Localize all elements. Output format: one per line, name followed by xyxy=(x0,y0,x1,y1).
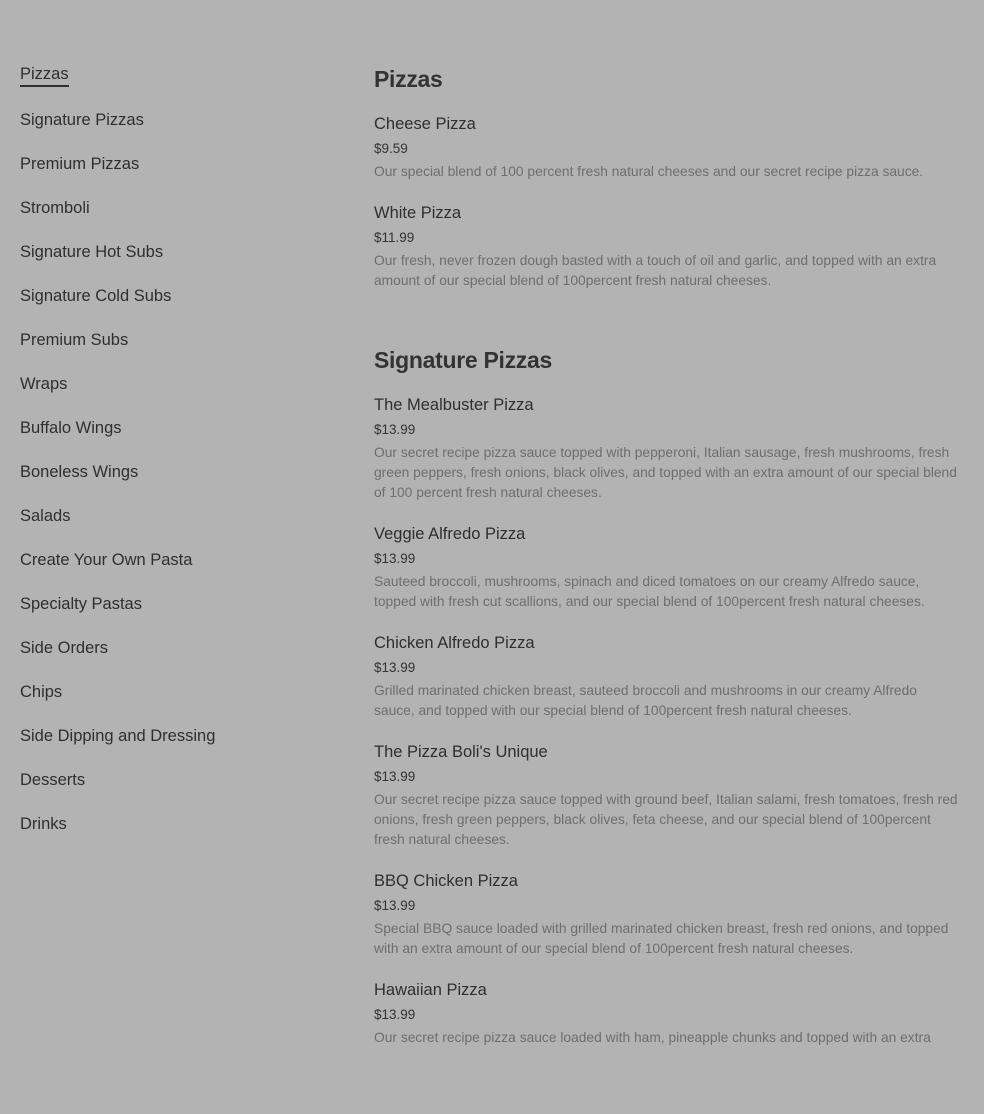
nav-item-label: Signature Pizzas xyxy=(20,111,144,129)
item-name: The Pizza Boli's Unique xyxy=(374,743,548,761)
nav-item-pizzas[interactable] xyxy=(20,60,320,106)
item-description: Sauteed broccoli, mushrooms, spinach and diced tomatoes on our creamy Alfredo sauce, topped with fresh cut scallions, and our special blend of 100percent fresh natural cheeses. xyxy=(374,574,925,609)
menu-item[interactable] xyxy=(374,979,959,1048)
nav-item-label: Wraps xyxy=(20,375,68,393)
nav-item-label: Side Dipping and Dressing xyxy=(20,727,216,745)
nav-item-label: Buffalo Wings xyxy=(20,419,122,437)
nav-item-signature-cold-subs[interactable] xyxy=(20,282,320,326)
item-description: Our special blend of 100 percent fresh natural cheeses and our secret recipe pizza sauce. xyxy=(374,164,924,179)
menu-item[interactable] xyxy=(374,870,959,959)
item-name: The Mealbuster Pizza xyxy=(374,396,534,414)
item-name: Veggie Alfredo Pizza xyxy=(374,525,526,543)
menu-section-pizzas xyxy=(374,62,959,291)
item-description: Grilled marinated chicken breast, sauteed broccoli and mushrooms in our creamy Alfredo sauce, and topped with our special blend of 100percent fresh natural cheeses. xyxy=(374,683,917,718)
menu-item[interactable] xyxy=(374,741,959,850)
item-name: White Pizza xyxy=(374,204,462,222)
item-name: BBQ Chicken Pizza xyxy=(374,872,518,890)
item-description: Our fresh, never frozen dough basted with a touch of oil and garlic, and topped with an extra amount of our special blend of 100percent fresh natural cheeses. xyxy=(374,253,937,288)
item-name: Chicken Alfredo Pizza xyxy=(374,634,535,652)
section-title: Signature Pizzas xyxy=(374,347,552,373)
nav-item-create-your-own-pasta[interactable] xyxy=(20,546,320,590)
item-price: $13.99 xyxy=(374,1007,416,1022)
nav-item-label: Chips xyxy=(20,683,63,701)
item-price: $13.99 xyxy=(374,898,416,913)
nav-item-side-orders[interactable] xyxy=(20,634,320,678)
nav-item-label: Salads xyxy=(20,507,71,525)
nav-item-specialty-pastas[interactable] xyxy=(20,590,320,634)
item-description: Special BBQ sauce loaded with grilled marinated chicken breast, fresh red onions, and topped with an extra amount of our special blend of 100percent fresh natural cheeses. xyxy=(374,921,949,956)
menu-section-signature-pizzas xyxy=(374,343,959,1048)
nav-item-label: Create Your Own Pasta xyxy=(20,551,193,569)
item-price: $11.99 xyxy=(374,230,415,245)
item-price: $13.99 xyxy=(374,660,416,675)
item-price: $13.99 xyxy=(374,422,416,437)
nav-item-signature-hot-subs[interactable] xyxy=(20,238,320,282)
nav-item-boneless-wings[interactable] xyxy=(20,458,320,502)
nav-item-premium-pizzas[interactable] xyxy=(20,150,320,194)
nav-item-side-dipping-and-dressing[interactable] xyxy=(20,722,320,766)
nav-item-chips[interactable] xyxy=(20,678,320,722)
item-price: $13.99 xyxy=(374,769,416,784)
category-nav xyxy=(20,60,320,854)
nav-item-label: Boneless Wings xyxy=(20,463,139,481)
nav-item-label: Signature Hot Subs xyxy=(20,243,164,261)
item-price: $13.99 xyxy=(374,551,416,566)
nav-item-label: Stromboli xyxy=(20,199,90,217)
nav-item-label: Premium Pizzas xyxy=(20,155,140,173)
menu-item[interactable] xyxy=(374,523,959,612)
menu-content xyxy=(374,62,959,1068)
nav-item-salads[interactable] xyxy=(20,502,320,546)
nav-item-wraps[interactable] xyxy=(20,370,320,414)
nav-item-premium-subs[interactable] xyxy=(20,326,320,370)
nav-item-label: Signature Cold Subs xyxy=(20,287,172,305)
item-name: Cheese Pizza xyxy=(374,115,476,133)
menu-item[interactable] xyxy=(374,632,959,721)
nav-item-label: Side Orders xyxy=(20,639,109,657)
nav-item-stromboli[interactable] xyxy=(20,194,320,238)
nav-item-label: Pizzas xyxy=(20,63,69,87)
item-description: Our secret recipe pizza sauce loaded with ham, pineapple chunks and topped with an extra xyxy=(374,1030,931,1045)
nav-item-buffalo-wings[interactable] xyxy=(20,414,320,458)
nav-item-label: Specialty Pastas xyxy=(20,595,142,613)
item-description: Our secret recipe pizza sauce topped with pepperoni, Italian sausage, fresh mushrooms, fresh green peppers, fresh onions, black olives, and topped with an extra amount of our special blend of 100 percent fresh natural cheeses. xyxy=(374,445,957,500)
nav-item-label: Premium Subs xyxy=(20,331,129,349)
item-name: Hawaiian Pizza xyxy=(374,981,487,999)
nav-item-drinks[interactable] xyxy=(20,810,320,854)
nav-item-label: Drinks xyxy=(20,815,67,833)
menu-item[interactable] xyxy=(374,394,959,503)
nav-item-desserts[interactable] xyxy=(20,766,320,810)
item-description: Our secret recipe pizza sauce topped with ground beef, Italian salami, fresh tomatoes, fresh red onions, fresh green peppers, black olives, feta cheese, and our special blend of 100percent fresh natural cheeses. xyxy=(374,792,958,847)
menu-item[interactable] xyxy=(374,202,959,291)
nav-item-signature-pizzas[interactable] xyxy=(20,106,320,150)
menu-item[interactable] xyxy=(374,113,959,182)
section-title: Pizzas xyxy=(374,66,443,92)
nav-item-label: Desserts xyxy=(20,771,86,789)
item-price: $9.59 xyxy=(374,141,408,156)
